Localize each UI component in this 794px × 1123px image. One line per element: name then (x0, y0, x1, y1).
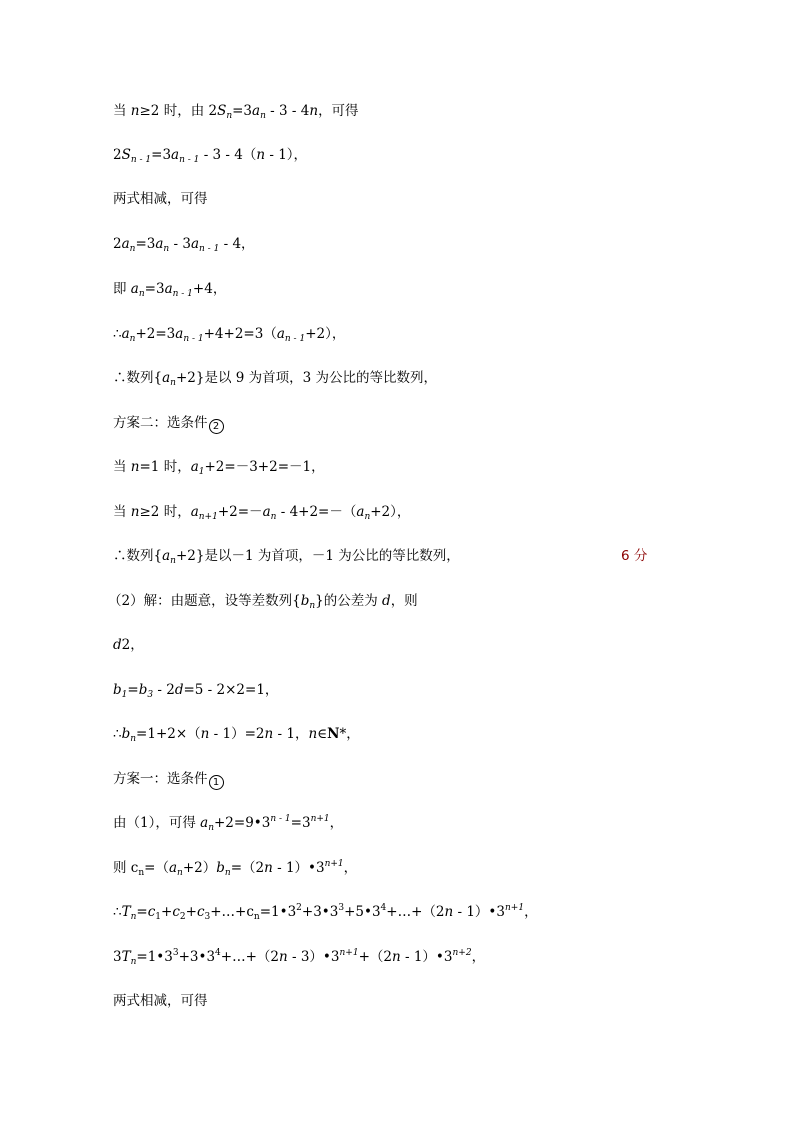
text-line-17: 由（1），可得 $a_n+2=9•3^{n - 1}=3^{n+1}$， (113, 814, 344, 833)
text-line-12: （2）解：由题意，设等差数列$\{b_n\}$的公差为 d，则 (108, 593, 418, 611)
text-line-21: 两式相减，可得 (113, 993, 208, 1009)
text-line-19: $\therefore T_n=c_1+c_2+c_3+\dots+c_n=1•3^2+3•3^3+5•3^4+\dots+(2n$ - $1)•3^{n+1}$， (113, 903, 538, 922)
text-line-9: 当 n=1 时，$a_1+2=-3+2=-1$， (113, 459, 325, 477)
text-line-4: $2a_n=3a_n - 3a_{n - 1} - 4$， (113, 236, 255, 254)
text-line-13: d2， (113, 637, 144, 653)
text-line-18: 则 $c_n=(a_n+2)b_n=(2n$ - $1)•3^{n+1}$， (113, 859, 358, 878)
text-line-1: 当 n≥2 时，由 $2S_n=3a_n - 3 - 4n$，可得 (113, 103, 359, 121)
text-line-16: 方案一：选条件 1 (113, 770, 224, 790)
circled-number: 2 (209, 419, 224, 434)
circled-number: 1 (209, 775, 224, 790)
text-line-14: $b_1=b_3 - 2d=5 - 2\times 2=1$， (113, 682, 279, 700)
text-line-10: 当 n≥2 时，$a_{n+1}+2=-a_n - 4+2=-(a_n+2)$， (113, 504, 411, 522)
text-line-6: $\therefore a_n+2=3a_{n - 1}+4+2=3(a_{n - 1}+2)$， (113, 326, 346, 344)
text-line-2: $2S_{n - 1}=3a_{n - 1} - 3 - 4(n - 1)$， (113, 147, 308, 165)
text-line-11: ∴数列$\{a_n+2\}$是以－1 为首项，－1 为公比的等比数列， (113, 548, 460, 566)
text-line-8: 方案二：选条件 2 (113, 414, 224, 434)
text-line-5: 即 $a_n=3a_{n - 1}+4$， (113, 281, 227, 299)
text-line-20: $3T_n=1•3^3+3•3^4+\dots+(2n$ - $3)•3^{n+1}+(2n$ - $1)•3^{n+2}$， (113, 948, 486, 967)
text-line-15: $\therefore b_n=1+2\times(n - 1)=2n - 1$，n∈N*， (113, 726, 360, 744)
text-line-7: ∴数列$\{a_n+2\}$是以 9 为首项，3 为公比的等比数列， (113, 370, 437, 388)
score-marker: 6 分 (621, 548, 648, 564)
text-line-3: 两式相减，可得 (113, 191, 208, 207)
